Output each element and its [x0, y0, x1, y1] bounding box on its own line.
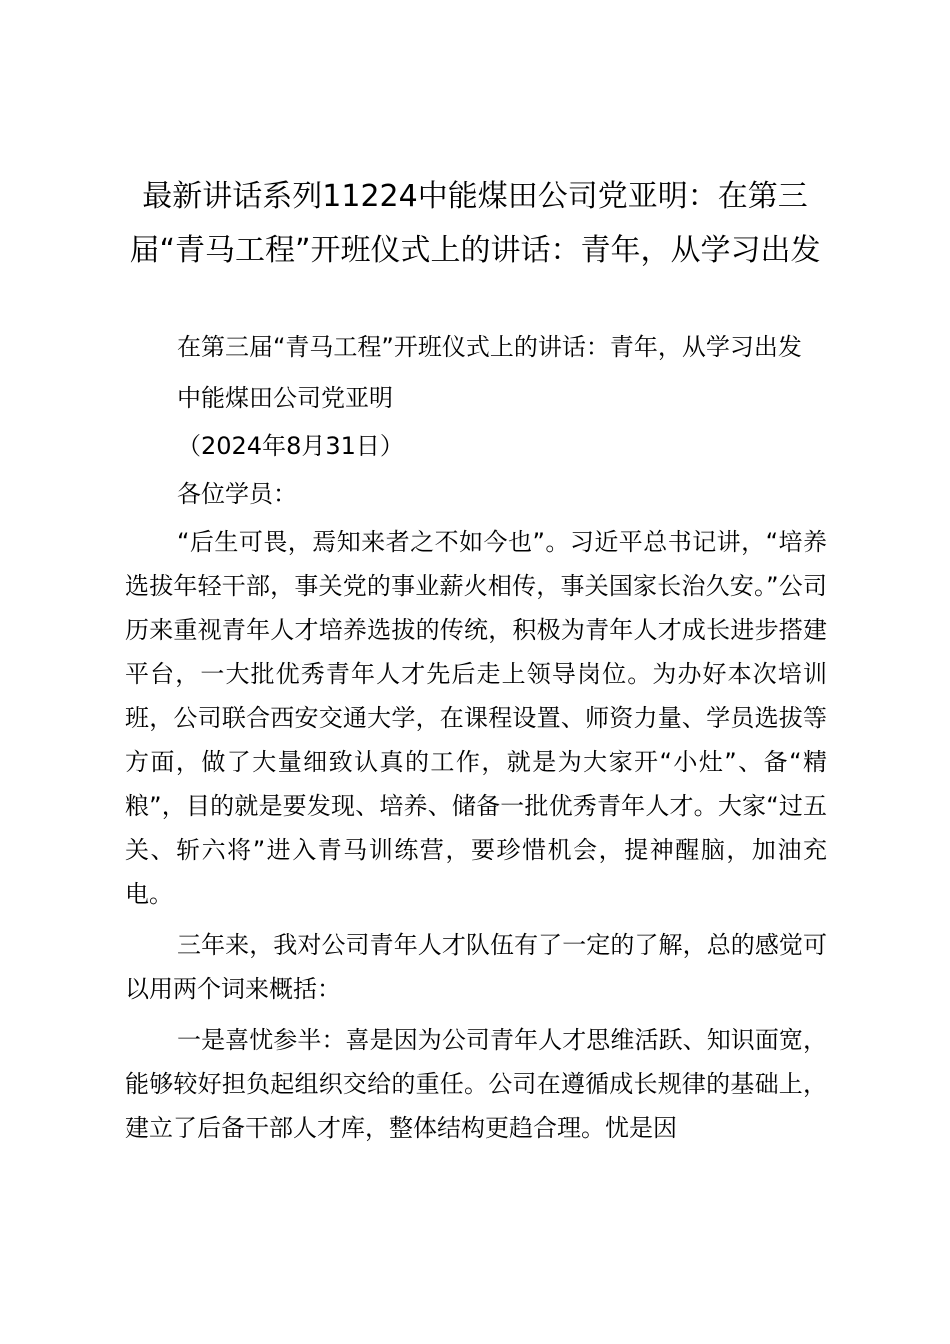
- paragraph: 三年来，我对公司青年人才队伍有了一定的了解，总的感觉可以用两个词来概括：: [125, 931, 827, 1003]
- salutation: 各位学员：: [177, 480, 297, 508]
- document-body: [125, 325, 827, 1157]
- speech-date: （2024年8月31日）: [177, 432, 404, 460]
- speaker-name: 中能煤田公司党亚明: [177, 384, 393, 412]
- document-title: 最新讲话系列11224中能煤田公司党亚明：在第三届“青马工程”开班仪式上的讲话：青年，从学习出发: [129, 179, 821, 268]
- speech-subtitle: 在第三届“青马工程”开班仪式上的讲话：青年，从学习出发: [177, 333, 802, 361]
- paragraph: 一是喜忧参半：喜是因为公司青年人才思维活跃、知识面宽，能够较好担负起组织交给的重任。公司在遵循成长规律的基础上，建立了后备干部人才库，整体结构更趋合理。忧是因: [125, 1026, 827, 1142]
- paragraph: “后生可畏，焉知来者之不如今也”。习近平总书记讲，“培养选拔年轻干部，事关党的事业薪火相传，事关国家长治久安。”公司历来重视青年人才培养选拔的传统，积极为青年人才成长进步搭建平台，一大批优秀青年人才先后走上领导岗位。为办好本次培训班，公司联合西安交通大学，在课程设置、师资力量、学员选拔等方面，做了大量细致认真的工作，就是为大家开“小灶”、备“精粮”，目的就是要发现、培养、储备一批优秀青年人才。大家“过五关、斩六将”进入青马训练营，要珍惜机会，提神醒脑，加油充电。: [125, 528, 827, 908]
